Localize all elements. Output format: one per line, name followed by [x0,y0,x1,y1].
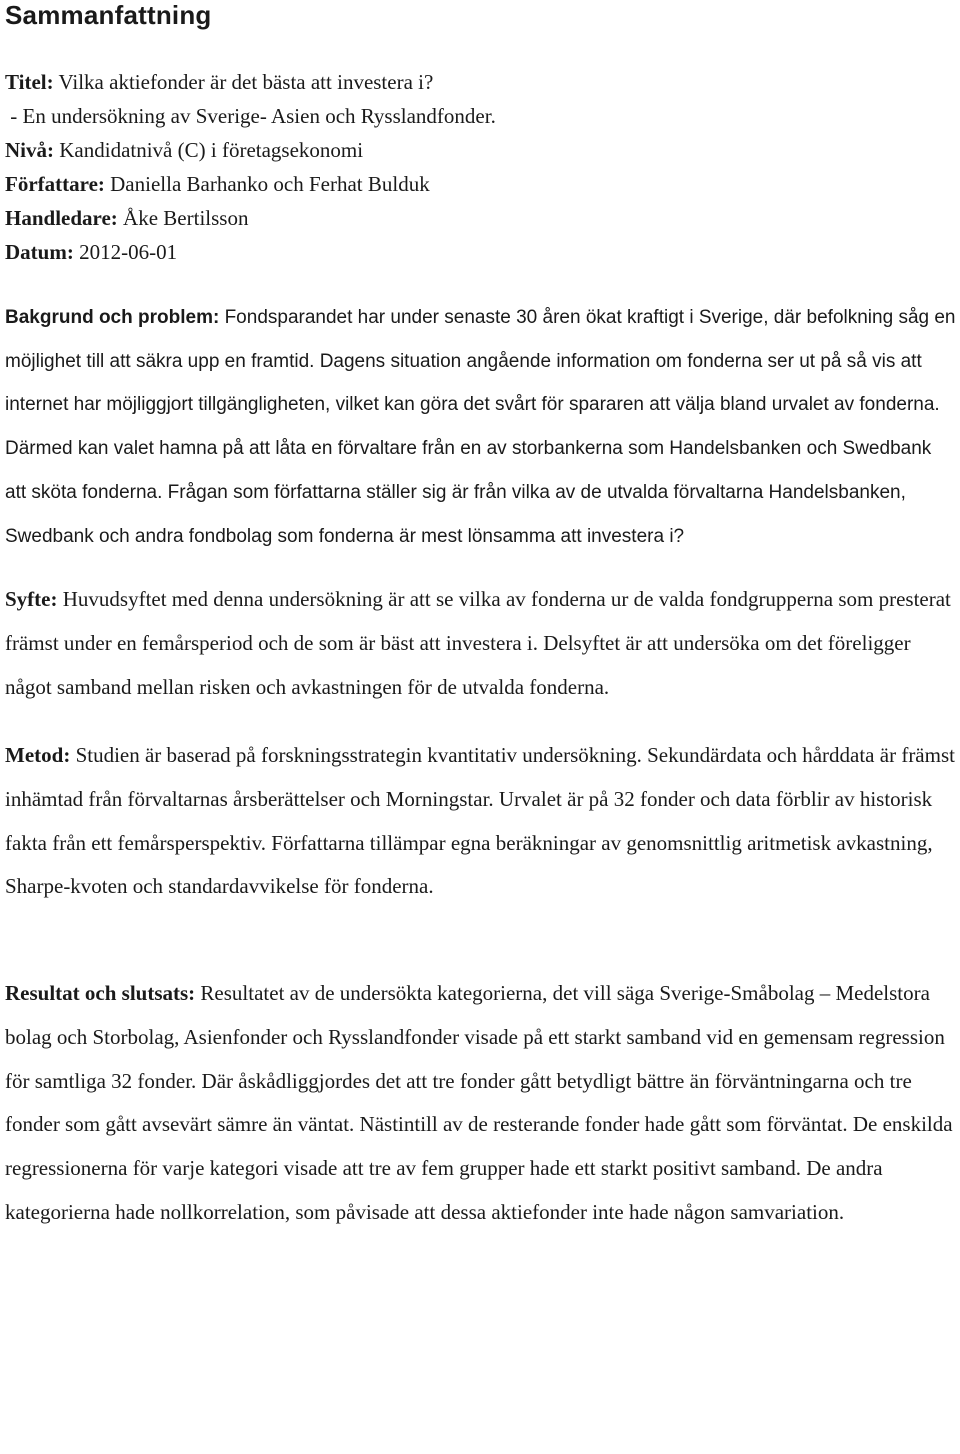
title-row [5,65,957,99]
thesis-metadata [5,65,957,269]
supervisor-value: Åke Bertilsson [123,206,249,230]
level-label: Nivå: [5,138,54,162]
authors-label: Författare: [5,172,105,196]
date-value: 2012-06-01 [79,240,178,264]
results-text: Resultatet av de undersökta kategorierna, det vill säga Sverige-Småbolag – Medelstora bolag och Storbolag, Asienfonder och Rysslandfonder visade på ett starkt samband vid en gemensam regression för samtliga 32 fonder. Där åskådliggjordes det att tre fonder gått betydligt bättre än förväntningarna och tre fonder som gått avsevärt sämre än väntat. Nästintill av de resterande fonder hade gått som förväntat. De enskilda regressionerna för varje kategori visade att tre av fem grupper hade ett starkt positivt samband. De andra kategorierna hade nollkorrelation, som påvisade att dessa aktiefonder inte hade någon samvariation. [5,981,953,1224]
background-text: Fondsparandet har under senaste 30 åren ökat kraftigt i Sverige, där befolkning såg en möjlighet till att säkra upp en framtid. Dagens situation angående information om fonderna ser ut på så vis att internet har möjliggjort tillgängligheten, vilket kan göra det svårt för spararen att välja bland urvalet av fonderna. Därmed kan valet hamna på att låta en förvaltare från en av storbankerna som Handelsbanken och Swedbank att sköta fonderna. Frågan som författarna ställer sig är från vilka av de utvalda förvaltarna Handelsbanken, Swedbank och andra fondbolag som fonderna är mest lönsamma att investera i? [5,307,956,547]
authors-row [5,167,957,201]
supervisor-label: Handledare: [5,206,118,230]
method-section [5,734,957,909]
results-section [5,972,957,1234]
subtitle-row [5,99,957,133]
background-label: Bakgrund och problem: [5,307,220,328]
method-text: Studien är baserad på forskningsstrategin kvantitativ undersökning. Sekundärdata och hårddata är främst inhämtad från förvaltarnas årsberättelser och Morningstar. Urvalet är på 32 fonder och data förblir av historisk fakta från ett femårsperspektiv. Författarna tillämpar egna beräkningar av genomsnittlig aritmetisk avkastning, Sharpe-kvoten och standardavvikelse för fonderna. [5,743,955,899]
title-label: Titel: [5,70,54,94]
level-value: Kandidatnivå (C) i företagsekonomi [59,138,364,162]
supervisor-row [5,201,957,235]
authors-value: Daniella Barhanko och Ferhat Bulduk [110,172,430,196]
date-row [5,235,957,269]
level-row [5,133,957,167]
title-value: Vilka aktiefonder är det bästa att investera i? [58,70,434,94]
results-label: Resultat och slutsats: [5,981,196,1006]
subtitle-value: - En undersökning av Sverige- Asien och Rysslandfonder. [10,104,496,128]
page-title: Sammanfattning [5,0,212,30]
purpose-label: Syfte: [5,587,58,612]
purpose-text: Huvudsyftet med denna undersökning är att se vilka av fonderna ur de valda fondgrupperna som presterat främst under en femårsperiod och de som är bäst att investera i. Delsyftet är att undersöka om det föreligger något samband mellan risken och avkastningen för de utvalda fonderna. [5,587,951,699]
date-label: Datum: [5,240,74,264]
background-section [5,296,957,558]
method-label: Metod: [5,743,71,768]
purpose-section [5,578,957,709]
document-page [5,0,957,1234]
